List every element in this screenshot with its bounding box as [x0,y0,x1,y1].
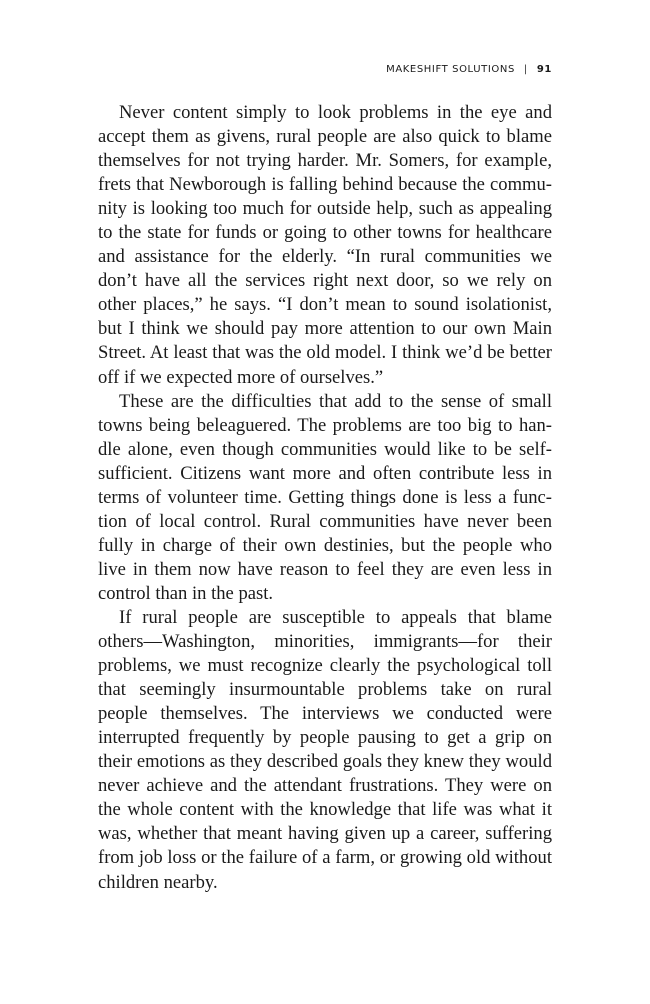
paragraph-1: Never content simply to look problems in the eye and accept them as givens, rural people are also quick to blame themselves for not trying harder. Mr. Somers, for example, frets that Newborough is falling behind because the community is looking too much for outside help, such as appealing to the state for funds or going to other towns for healthcare and assistance for the elderly. “In rural communities we don’t have all the services right next door, so we rely on other places,” he says. “I don’t mean to sound isolationist, but I think we should pay more attention to our own Main Street. At least that was the old model. I think we’d be better off if we expected more of ourselves.” [98,102,552,388]
running-head-title: MAKESHIFT SOLUTIONS [386,64,515,75]
running-head [386,64,552,75]
paragraph-3: If rural people are susceptible to appeals that blame others—Washington, minorities, immigrants—for their problems, we must recognize clearly the psychological toll that seemingly insurmountable problems take on rural people themselves. The interviews we conducted were interrupted frequently by people pausing to get a grip on their emotions as they described goals they knew they would never achieve and the attendant frustrations. They were on the whole content with the knowledge that life was what it was, whether that meant having given up a career, suffering from job loss or the failure of a farm, or growing old without children nearby. [98,606,552,893]
page-number: 91 [536,64,552,75]
running-head-separator: | [523,64,528,75]
paragraph-2: These are the difficulties that add to the sense of small towns being beleaguered. The problems are too big to handle alone, even though communities would like to be self-sufficient. Citizens want more and often contribute less in terms of volunteer time. Getting things done is less a function of local control. Rural communities have never been fully in charge of their own destinies, but the people who live in them now have reason to feel they are even less in control than in the past. [98,390,552,604]
body-text [98,101,552,895]
